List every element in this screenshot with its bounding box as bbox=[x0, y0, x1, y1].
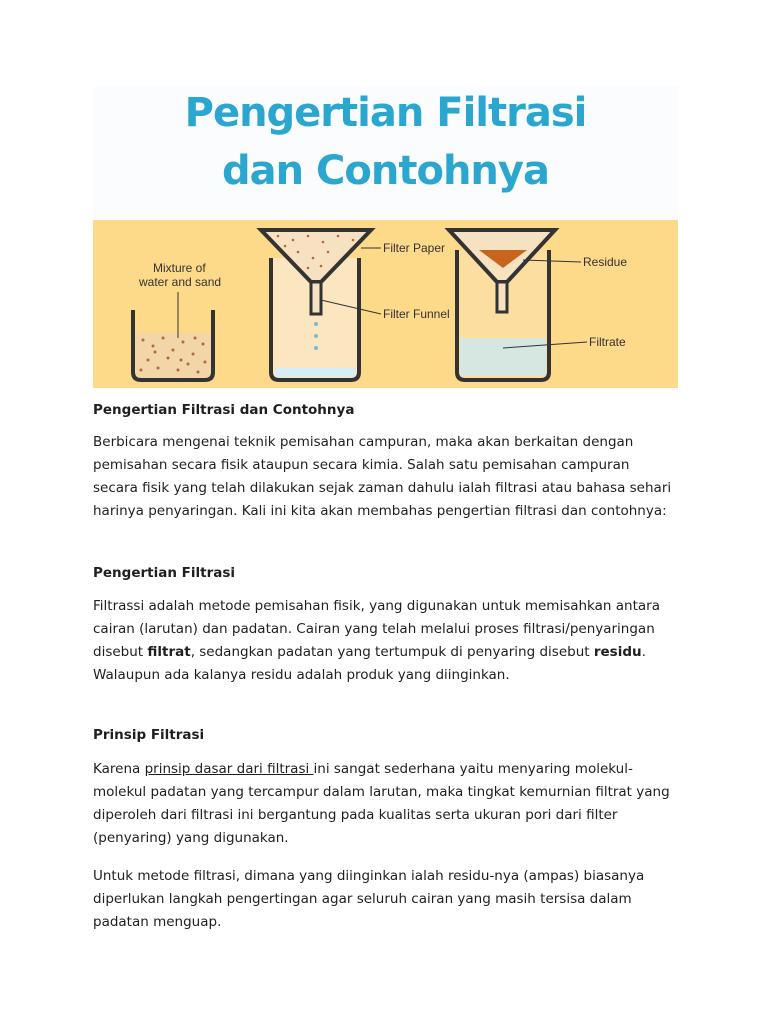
label-filter-paper: Filter Paper bbox=[383, 241, 446, 255]
term-residu: residu bbox=[593, 644, 642, 660]
filtration-diagram bbox=[93, 220, 678, 388]
banner-title-line1: Pengertian Filtrasi bbox=[184, 90, 587, 136]
filtrate-beaker bbox=[449, 230, 555, 380]
label-residue: Residue bbox=[583, 255, 628, 269]
label-mixture-line1: Mixture of bbox=[153, 261, 206, 275]
label-filtrate: Filtrate bbox=[589, 335, 626, 349]
closing-paragraph: Untuk metode filtrasi, dimana yang diinginkan ialah residu-nya (ampas) biasanya diperlukan langkah pengertingan agar seluruh cairan yang masih tersisa dalam padatan menguap. bbox=[93, 868, 645, 930]
section-heading-prinsip: Prinsip Filtrasi bbox=[93, 727, 205, 743]
banner-title-area bbox=[93, 86, 678, 220]
mixture-beaker bbox=[133, 310, 213, 380]
definition-paragraph: Filtrassi adalah metode pemisahan fisik, yang digunakan untuk memisahkan antara cairan (larutan) dan padatan. Cairan yang telah melalui proses filtrasi/penyaringan disebut filtrat, sedangkan padatan yang tertumpuk di penyaring disebut residu. Walaupun ada kalanya residu adalah produk yang diinginkan. bbox=[93, 598, 660, 683]
funnel-beaker bbox=[261, 230, 371, 380]
principle-link[interactable]: prinsip dasar dari filtrasi bbox=[144, 761, 314, 777]
term-filtrat: filtrat bbox=[147, 644, 191, 660]
principle-paragraph: Karena prinsip dasar dari filtrasi ini sangat sederhana yaitu menyaring molekul-molekul padatan yang tercampur dalam larutan, maka tingkat kemurnian filtrat yang diperoleh dari filtrasi ini bergantung pada kualitas serta ukuran pori dari filter (penyaring) yang digunakan. bbox=[93, 761, 670, 846]
banner-title-line2: dan Contohnya bbox=[222, 148, 549, 194]
label-filter-funnel: Filter Funnel bbox=[383, 307, 450, 321]
label-mixture-line2: water and sand bbox=[139, 275, 222, 289]
article-title: Pengertian Filtrasi dan Contohnya bbox=[93, 402, 355, 418]
intro-paragraph: Berbicara mengenai teknik pemisahan campuran, maka akan berkaitan dengan pemisahan secara fisik ataupun secara kimia. Salah satu pemisahan campuran secara fisik yang telah dilakukan sejak zaman dahulu ialah filtrasi atau bahasa sehari harinya penyaringan. Kali ini kita akan membahas pengertian filtrasi dan contohnya: bbox=[93, 434, 672, 519]
section-heading-pengertian: Pengertian Filtrasi bbox=[93, 565, 236, 581]
filtration-banner bbox=[93, 86, 678, 388]
